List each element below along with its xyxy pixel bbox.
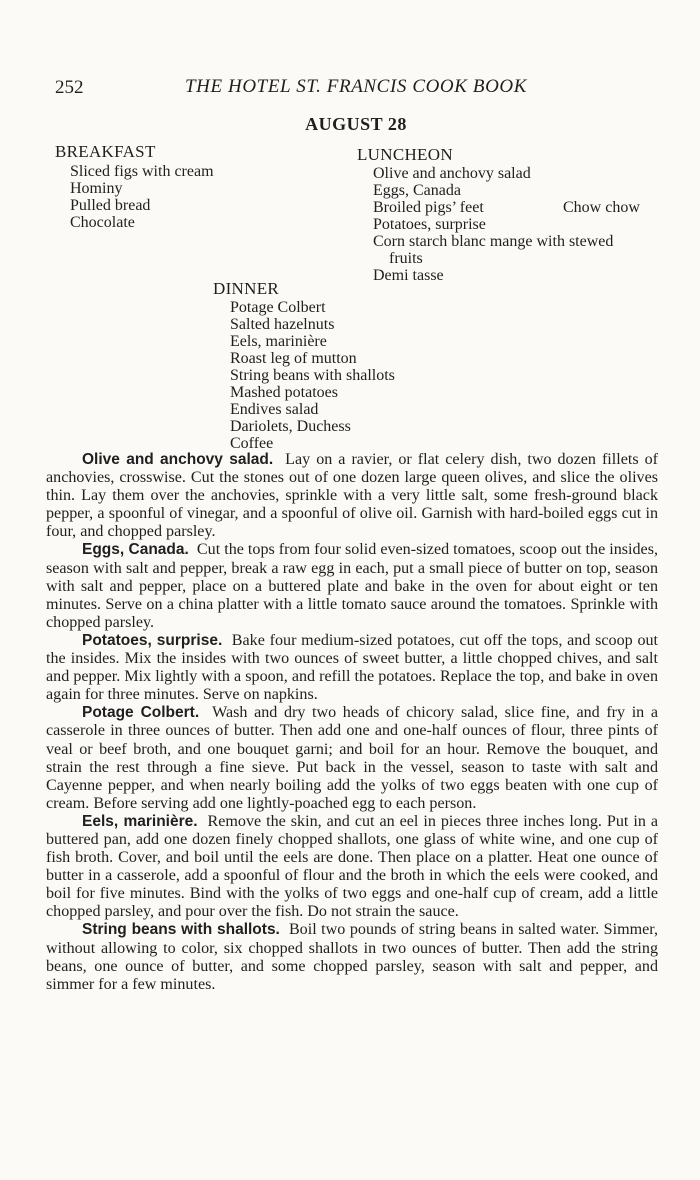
dinner-item: String beans with shallots (230, 367, 395, 384)
breakfast-item: Sliced figs with cream (70, 163, 214, 180)
recipe-title: Potage Colbert. (82, 704, 200, 722)
recipe-text: Boil two pounds of string beans in salted water. Simmer, without allowing to color, six chopped shallots in two ounces of butter. Then add the string beans, one ounce of butter, and some chopped parsley, season with salt and pepper, and simmer for a few minutes. (46, 921, 659, 993)
recipe-title: String beans with shallots. (82, 921, 280, 939)
breakfast-menu (55, 142, 214, 231)
date-heading: AUGUST 28 (305, 114, 407, 134)
recipe-title: Eggs, Canada. (82, 541, 189, 559)
recipe-olive-anchovy-salad (46, 451, 658, 541)
page-number: 252 (55, 77, 84, 98)
recipe-string-beans (46, 921, 658, 993)
recipe-potatoes-surprise (46, 632, 658, 704)
breakfast-item: Hominy (70, 180, 123, 197)
luncheon-heading: LUNCHEON (357, 145, 453, 164)
recipe-text: Lay on a ravier, or flat celery dish, two dozen fillets of anchovies, crosswise. Cut the stones out of one dozen large queen olives, and slice the olives thin. Lay them over the anchovies, sprinkle with a very little salt, some fresh-ground black pepper, a spoonful of vinegar, and a spoonful of olive oil. Garnish with hard-boiled eggs cut in four, and chopped parsley. (46, 451, 658, 541)
luncheon-item: Corn starch blanc mange with stewed (373, 233, 614, 250)
dinner-item: Salted hazelnuts (230, 316, 335, 333)
luncheon-item: fruits (389, 250, 423, 267)
running-head: THE HOTEL ST. FRANCIS COOK BOOK (185, 76, 527, 97)
recipe-section (46, 451, 658, 994)
dinner-item: Coffee (230, 435, 274, 452)
recipe-title: Olive and anchovy salad. (82, 451, 274, 468)
recipe-eels-mariniere (46, 813, 658, 922)
dinner-menu (213, 279, 395, 452)
luncheon-side-item: Chow chow (563, 199, 640, 216)
luncheon-item: Eggs, Canada (373, 182, 461, 199)
breakfast-heading: BREAKFAST (55, 142, 156, 161)
dinner-item: Mashed potatoes (230, 384, 338, 401)
dinner-item: Eels, marinière (230, 333, 327, 350)
recipe-text: Bake four medium-sized potatoes, cut off the tops, and scoop out the insides. Mix the insides with two ounces of sweet butter, a little chopped chives, and salt and pepper. Mix lightly with a spoon, and refill the potatoes. Replace the top, and bake in oven again for three minutes. Serve on napkins. (46, 631, 659, 704)
dinner-item: Endives salad (230, 401, 319, 418)
recipe-text: Remove the skin, and cut an eel in pieces three inches long. Put in a buttered pan, add one dozen finely chopped shallots, one glass of white wine, and one cup of fish broth. Cover, and boil until the eels are done. Then place on a platter. Heat one ounce of butter in a casserole, add a spoonful of flour and the broth in which the eels were cooked, and boil for five minutes. Bind with the yolks of two eggs and one-half cup of cream, add a little chopped parsley, and pour over the fish. Do not strain the sauce. (46, 812, 659, 921)
recipe-potage-colbert (46, 704, 658, 813)
recipe-text: Cut the tops from four solid even-sized tomatoes, scoop out the insides, season with salt and pepper, break a raw egg in each, put a small piece of butter on top, season with salt and pepper, place on a buttered plate and bake in the oven for about eight or ten minutes. Serve on a china platter with a little tomato sauce around the tomatoes. Sprinkle with chopped parsley. (46, 541, 658, 631)
recipe-title: Potatoes, surprise. (82, 631, 223, 649)
dinner-heading: DINNER (213, 279, 280, 298)
dinner-item: Roast leg of mutton (230, 350, 357, 367)
recipe-title: Eels, marinière. (82, 812, 198, 830)
dinner-item: Dariolets, Duchess (230, 418, 351, 435)
luncheon-item: Demi tasse (373, 267, 444, 284)
recipe-text: Wash and dry two heads of chicory salad, slice fine, and fry in a casserole in three ounces of butter. Then add one and one-half ounces of flour, three pints of veal or beef broth, and one bouquet garni; and boil for an hour. Remove the bouquet, and strain the rest through a fine sieve. Put back in the vessel, season to taste with salt and Cayenne pepper, and when nearly boiling add the yolks of two eggs beaten with one cup of cream. Before serving add one lightly-poached egg to each person. (46, 704, 658, 812)
luncheon-item: Olive and anchovy salad (373, 165, 531, 182)
breakfast-item: Chocolate (70, 214, 135, 231)
breakfast-item: Pulled bread (70, 197, 151, 214)
luncheon-item: Broiled pigs’ feet (373, 199, 484, 216)
luncheon-item: Potatoes, surprise (373, 216, 486, 233)
recipe-eggs-canada (46, 541, 658, 631)
dinner-item: Potage Colbert (230, 299, 326, 316)
